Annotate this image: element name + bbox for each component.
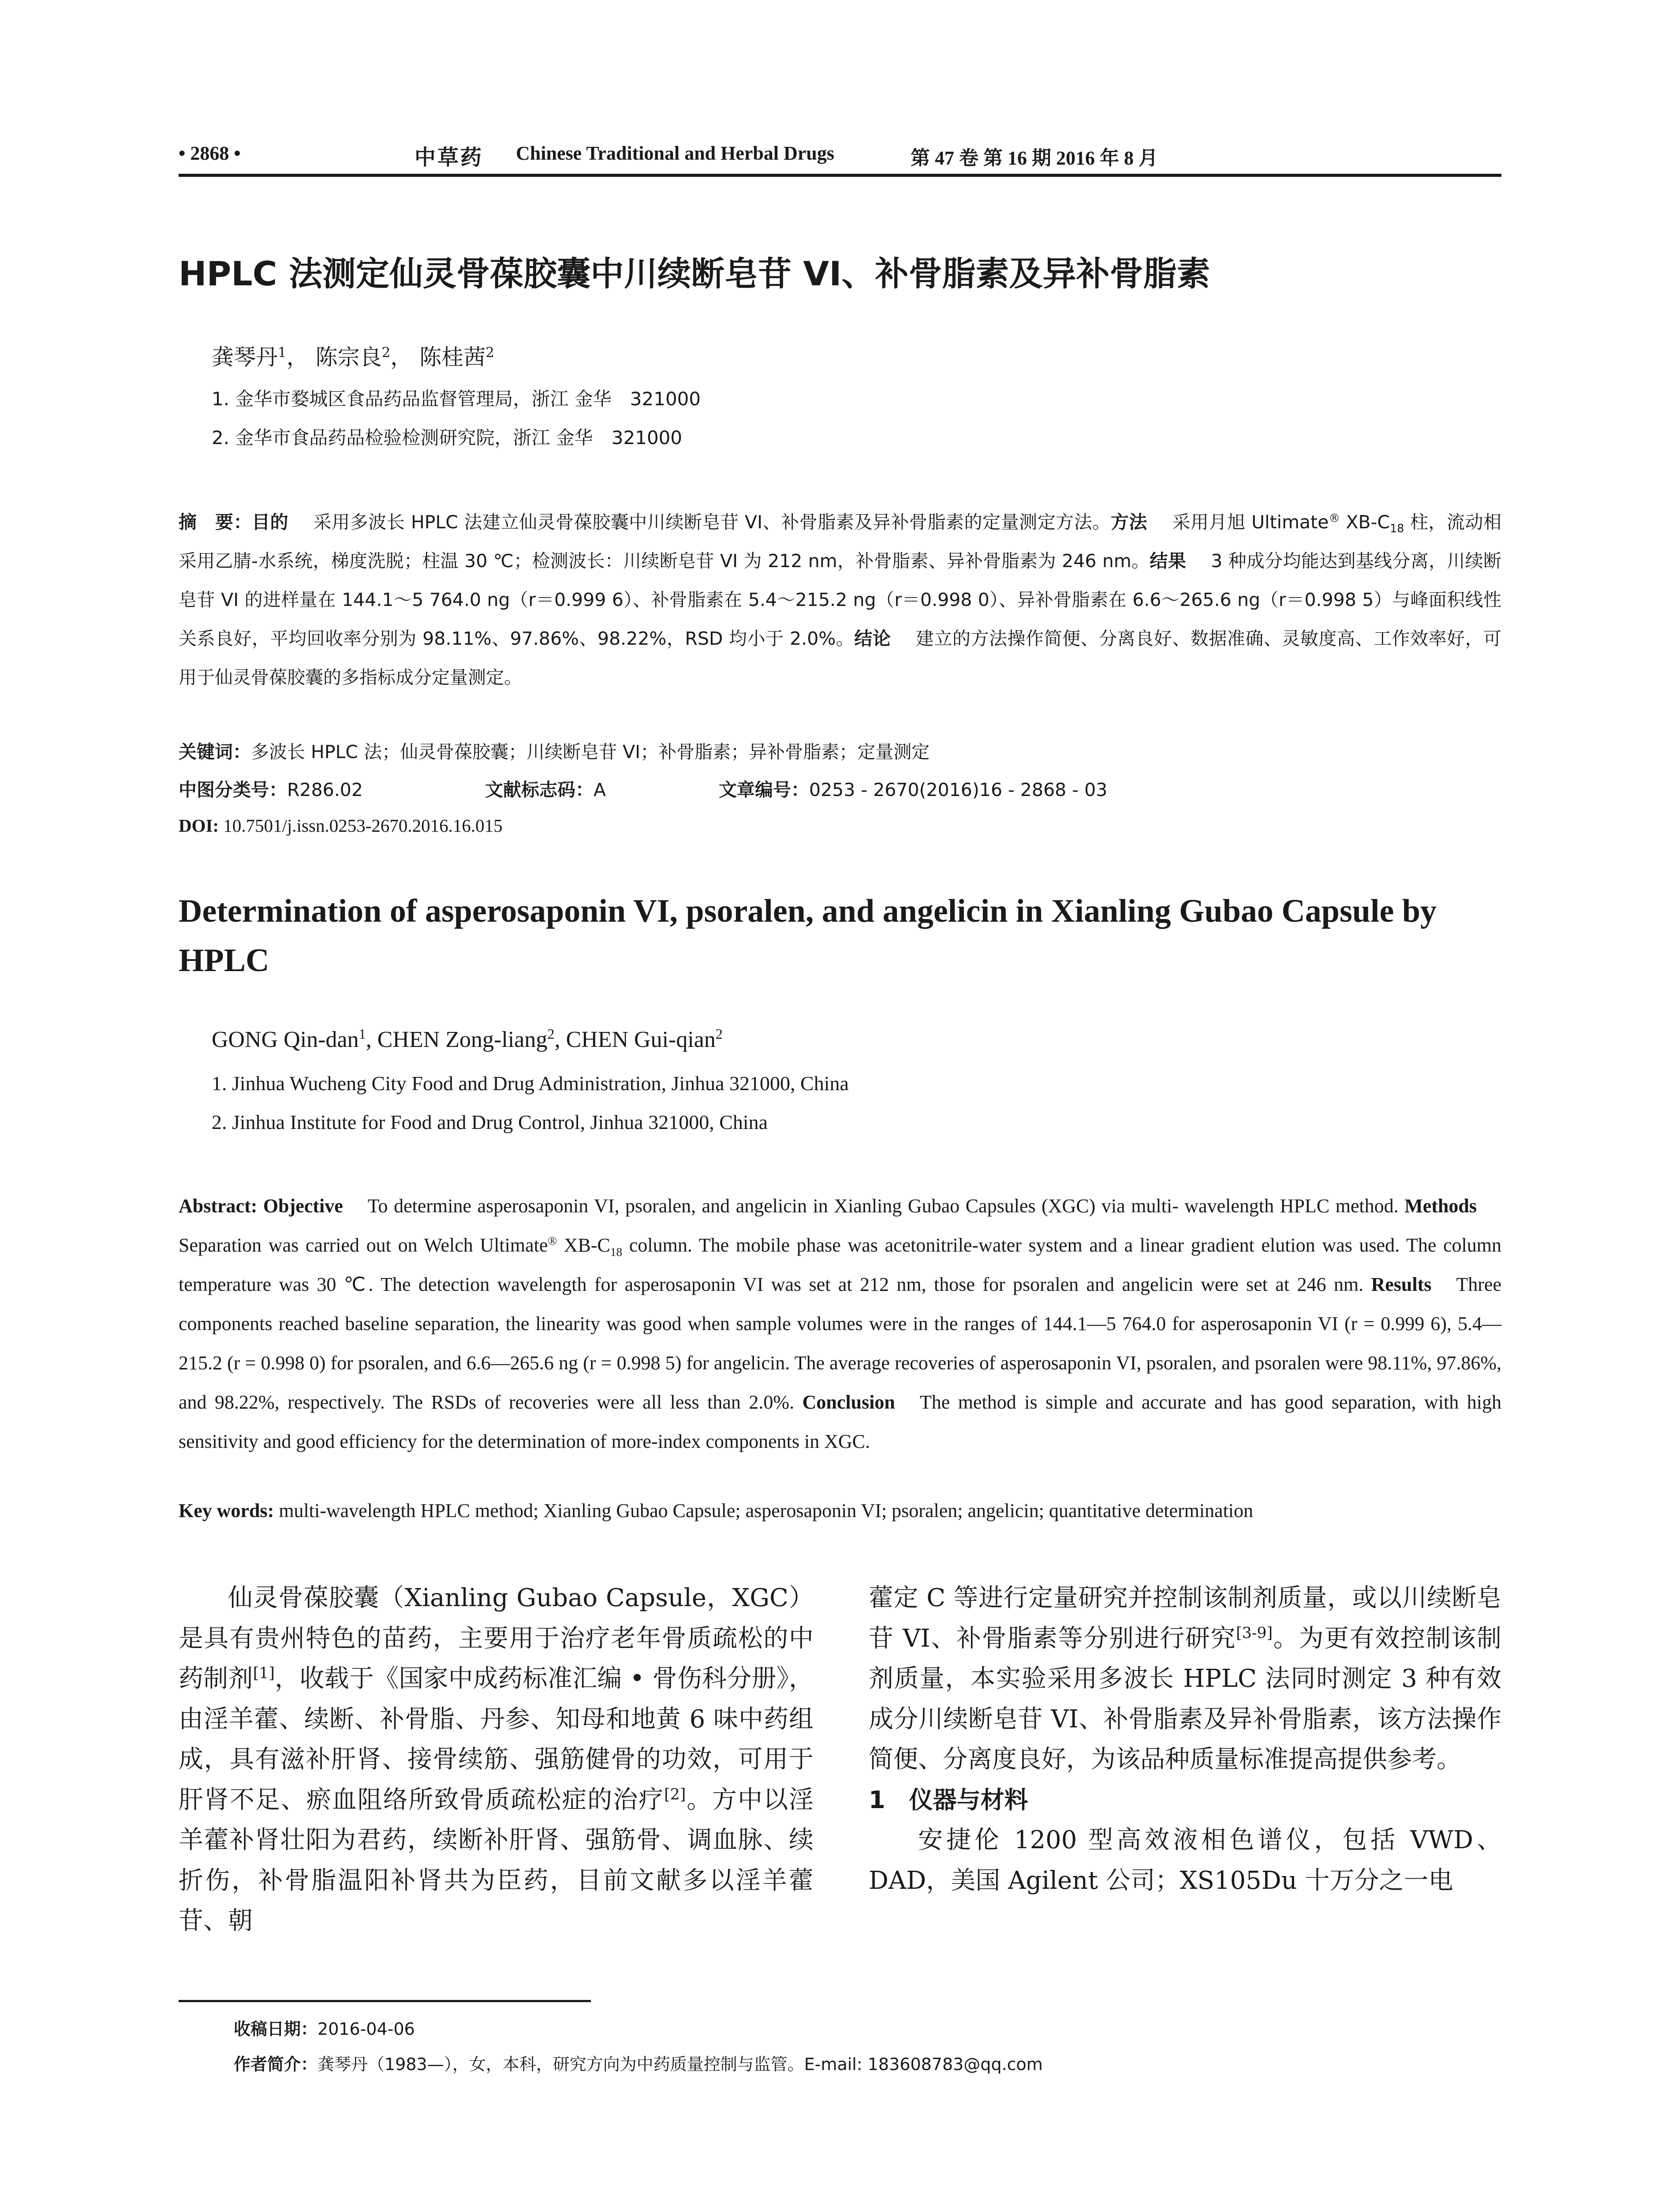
objective-label: 目的 [252,512,289,533]
author-name: CHEN Zong-liang [377,1027,548,1052]
results-label: Results [1371,1274,1432,1295]
abstract-label: Abstract: Objective [179,1195,343,1217]
body-text: 。方中以淫羊藿补肾壮阳为君药，续断补肝肾、强筋骨、调血脉、续折伤，补骨脂温阳补肾共为臣药，目前文献多以淫羊藿苷、朝 [179,1785,814,1935]
page-number: • 2868 • [179,142,241,164]
author-aff: 2 [485,344,495,361]
en-title: Determination of asperosaponin VI, psoralen, and angelicin in Xianling Gubao Capsule by HPLC [179,893,1437,979]
journal-name-cn: 中草药 [414,145,484,170]
keywords-text: multi-wavelength HPLC method; Xianling Gubao Capsule; asperosaponin VI; psoralen; angelicin; quantitative determination [279,1500,1254,1521]
methods-label: Methods [1404,1195,1477,1217]
conclusion-label: 结论 [854,628,891,649]
results-text: 3 种成分均能达到基线分离，川续断皂苷 VI 的进样量在 144.1～5 764.0 ng（r＝0.999 6）、补骨脂素在 5.4～215.2 ng（r＝0.998 0）、异补骨脂素在 6.6～265.6 ng（r＝0.998 5）与峰面积线性关系良好，平均回收率分别为 98.11%、97.86%、98.22%，RSD 均小于 2.0%。 [179,550,1501,649]
issue-info: 第 47 卷 第 16 期 2016 年 8 月 [911,147,1158,169]
registered-mark: ® [1329,511,1340,525]
author-name: 陈桂茜 [419,344,486,370]
cn-affiliation: 1. 金华市婺城区食品药品监督管理局，浙江 金华 321000 [212,388,701,410]
methods-text: 柱，流动相采用乙腈-水系统，梯度洗脱；柱温 30 ℃；检测波长：川续断皂苷 VI 为 212 nm，补骨脂素、异补骨脂素为 246 nm。 [179,512,1501,572]
doi-label: DOI: [179,815,219,836]
citation[interactable]: [3-9] [1236,1624,1273,1642]
methods-text: 采用月旭 Ultimate [1172,512,1329,533]
author-name: 龚琴丹 [212,344,278,370]
body-text: 藿定 C 等进行定量研究并控制该制剂质量，或以川续断皂苷 VI、补骨脂素等分别进行研究 [869,1584,1501,1653]
bio-label: 作者简介： [234,2055,318,2074]
cn-abstract [179,503,1501,697]
author-name: GONG Qin-dan [212,1027,359,1052]
keywords-label: 关键词： [179,741,251,762]
header-rule [179,174,1501,177]
author-name: 陈宗良 [315,344,382,370]
author-aff: 1 [278,344,287,361]
en-affiliation: 1. Jinhua Wucheng City Food and Drug Administration, Jinhua 321000, China [212,1072,849,1095]
citation[interactable]: [2] [664,1785,686,1803]
keywords-text: 多波长 HPLC 法；仙灵骨葆胶囊；川续断皂苷 VI；补骨脂素；异补骨脂素；定量测定 [251,741,930,762]
bio-text: 龚琴丹（1983—），女，本科，研究方向为中药质量控制与监管。E-mail: 183608783@qq.com [317,2055,1043,2074]
author-aff: 2 [547,1026,555,1042]
en-affiliation: 2. Jinhua Institute for Food and Drug Control, Jinhua 321000, China [212,1111,768,1133]
journal-name-en: Chinese Traditional and Herbal Drugs [516,142,835,164]
conclusion-text: The method is simple and accurate and has good separation, with high sensitivity and good efficiency for the determination of more-index components in XGC. [179,1391,1502,1452]
doc-code-value: A [594,779,606,800]
cn-affiliation: 2. 金华市食品药品检验检测研究院，浙江 金华 321000 [212,427,683,448]
objective-text: 采用多波长 HPLC 法建立仙灵骨葆胶囊中川续断皂苷 VI、补骨脂素及异补骨脂素的定量测定方法。 [313,512,1111,533]
citation[interactable]: [1] [253,1664,275,1682]
body-column-left [179,1578,814,1941]
methods-label: 方法 [1110,512,1147,533]
article-no-label: 文章编号： [719,779,809,800]
cn-authors: 龚琴丹$^1$， 陈宗良$^2$， 陈桂茜$^2$ [212,344,495,370]
doi-value[interactable]: 10.7501/j.issn.0253-2670.2016.16.015 [223,815,503,836]
methods-text: column. The mobile phase was acetonitrile-water system and a linear gradient elution was used. The column temperature was 30 ℃. The detection wavelength for asperosaponin VI was set at 212 nm, those for psoralen and angelicin were set at 246 nm. [179,1234,1501,1295]
received-date: 2016-04-06 [317,2019,415,2039]
body-text: 。为更有效控制该制剂质量，本实验采用多波长 HPLC 法同时测定 3 种有效成分川续断皂苷 VI、补骨脂素及异补骨脂素，该方法操作简便、分离度良好，为该品种质量标准提高提供参考。 [869,1624,1502,1774]
subscript: 18 [1389,522,1404,535]
methods-text: XB-C [1340,512,1390,533]
footnote-received [234,2015,415,2040]
clc-label: 中图分类号： [179,779,287,800]
paragraph [869,1578,1501,1780]
author-aff: 1 [358,1026,366,1042]
author-aff: 2 [715,1026,723,1042]
running-header [179,142,1501,177]
footnote-rule [179,2000,591,2002]
en-keywords [179,1499,1510,1522]
author-name: CHEN Gui-qian [566,1027,716,1052]
body-text: ，收载于《国家中成药标准汇编 • 骨伤科分册》，由淫羊藿、续断、补骨脂、丹参、知母和地黄 6 味中药组成，具有滋补肝肾、接骨续筋、强筋健骨的功效，可用于肝肾不足、瘀血阻络所致骨质疏松症的治疗 [179,1664,814,1814]
conclusion-label: Conclusion [802,1391,895,1413]
en-abstract [179,1186,1501,1461]
paragraph: 安捷伦 1200 型高效液相色谱仪，包括 VWD、DAD，美国 Agilent 公司；XS105Du 十万分之一电 [869,1826,1501,1895]
doc-code-label: 文献标志码： [485,779,594,800]
cn-keywords [179,737,1501,763]
section-heading: 1 仪器与材料 [869,1786,1028,1814]
methods-text: XB-C [557,1234,610,1256]
results-label: 结果 [1150,550,1187,572]
objective-text: To determine asperosaponin VI, psoralen, and angelicin in Xianling Gubao Capsules (XGC) via multi- wavelength HPLC method. [367,1195,1399,1217]
footnote-bio [234,2051,1043,2075]
keywords-label: Key words: [179,1500,274,1521]
registered-mark: ® [548,1234,557,1248]
received-label: 收稿日期： [234,2019,318,2039]
doi [179,815,503,836]
en-authors: GONG Qin-dan$^1$, CHEN Zong-liang$^2$, CHEN Gui-qian$^2$ [212,1026,723,1052]
abstract-label: 摘 要： [179,512,252,533]
methods-text: Separation was carried out on Welch Ultimate [179,1234,548,1256]
clc-value: R286.02 [287,779,363,800]
subscript: 18 [610,1245,623,1259]
body-text: 仙灵骨葆胶囊（Xianling Gubao Capsule，XGC）是具有贵州特色的苗药，主要用于治疗老年骨质疏松的中药制剂 [179,1584,814,1693]
author-aff: 2 [381,344,391,361]
cn-title: HPLC 法测定仙灵骨葆胶囊中川续断皂苷 VI、补骨脂素及异补骨脂素 [179,254,1210,293]
results-text: Three components reached baseline separation, the linearity was good when sample volumes were in the ranges of 144.1—5 764.0 for asperosaponin VI (r = 0.999 6), 5.4—215.2 (r = 0.998 0) for psoralen, and 6.6—265.6 ng (r = 0.998 5) for angelicin. The average recoveries of asperosaponin VI, psoralen, and psoralen were 98.11%, 97.86%, and 98.22%, respectively. The RSDs of recoveries were all less than 2.0%. [179,1274,1501,1413]
body-column-right [869,1578,1501,1901]
conclusion-text: 建立的方法操作简便、分离良好、数据准确、灵敏度高、工作效率好，可用于仙灵骨葆胶囊的多指标成分定量测定。 [179,628,1502,688]
article-no-value: 0253 - 2670(2016)16 - 2868 - 03 [809,779,1108,800]
